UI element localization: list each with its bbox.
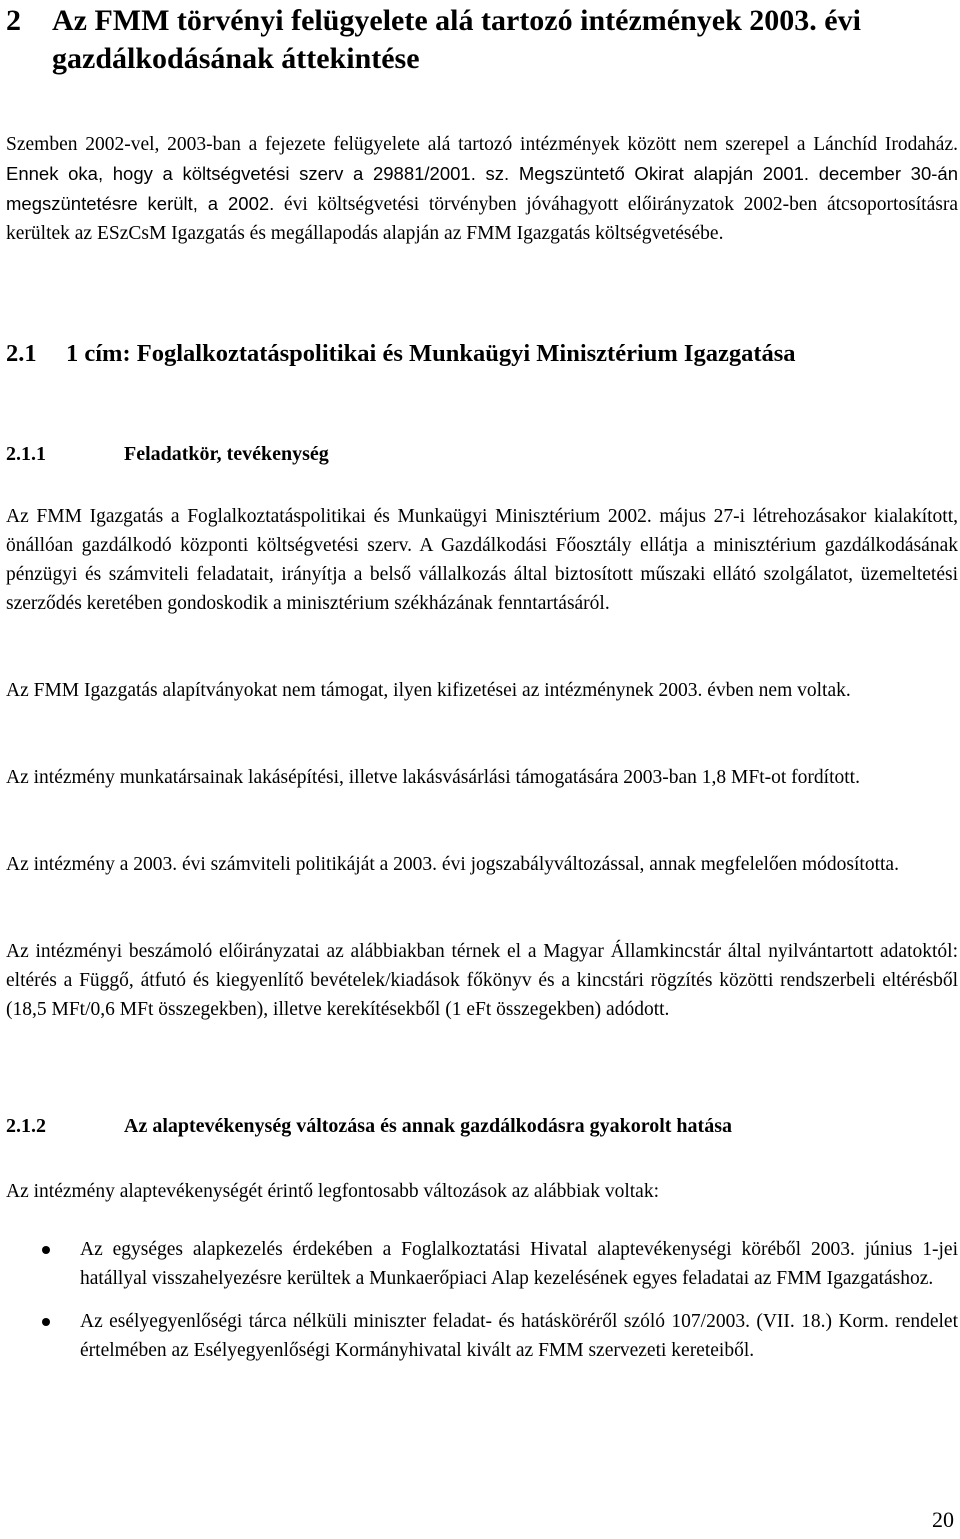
list-item [6,1235,958,1293]
section-2-1-1-number: 2.1.1 [6,443,46,465]
section-2-1-2-number: 2.1.2 [6,1115,46,1137]
section-2-1-1-title: Feladatkör, tevékenység [124,443,329,465]
page-number: 20 [932,1507,954,1532]
changes-list [6,1235,958,1379]
chapter-heading [6,2,956,78]
bullet-icon [42,1246,50,1254]
paragraph-szamviteli-politika: Az intézmény a 2003. évi számviteli politikáját a 2003. évi jogszabályváltozással, annak megfelelően módosította. [6,854,899,875]
section-2-1-1-heading [6,440,329,468]
intro-part1: Szemben 2002-vel, 2003-ban a fejezete felügyelete alá tartozó intézmények között nem szerepel a Lánchíd Irodaház. [6,134,958,155]
bullet-icon [42,1318,50,1326]
section-2-1-number: 2.1 [6,340,37,367]
list-item-text: Az esélyegyenlőségi tárca nélküli miniszter feladat- és hatásköréről szóló 107/2003. (VII. 18.) Korm. rendelet értelmében az Esélyegyenlőségi Kormányhivatal kivált az FMM szervezeti kereteiből. [80,1311,958,1361]
intro-part3: évi költségvetési törvényben jóváhagyott előirányzatok 2002-ben átcsoportosításra kerültek az ESzCsM Igazgatás és megállapodás alapján az FMM Igazgatás költségvetésébe. [6,194,958,244]
section-2-1-2-title: Az alaptevékenység változása és annak gazdálkodásra gyakorolt hatása [124,1115,732,1137]
chapter-number: 2 [6,4,21,37]
paragraph-eltereses: Az intézményi beszámoló előirányzatai az alábbiakban térnek el a Magyar Államkincstár által nyilvántartott adatoktól: eltérés a Függő, átfutó és kiegyenlítő bevételek/kiadások főkönyv és a kincstári rögzítés közötti rendszerbeli eltérésből (18,5 MFt/0,6 MFt összegekben), illetve kerekítésekből (1 eFt összegekben) adódott. [6,941,958,1020]
section-2-1-heading [6,338,796,370]
section-2-1-2-heading [6,1112,732,1140]
paragraph-alapitvany: Az FMM Igazgatás alapítványokat nem támogat, ilyen kifizetései az intézménynek 2003. évben nem voltak. [6,680,851,701]
list-item-text: Az egységes alapkezelés érdekében a Foglalkoztatási Hivatal alaptevékenységi köréből 2003. június 1-jei hatállyal visszahelyezésre kerültek a Munkaerőpiaci Alap kezelésének egyes feladatai az FMM Igazgatáshoz. [80,1239,958,1289]
intro-paragraph [6,130,958,248]
chapter-title-line2: gazdálkodásának áttekintése [52,42,420,75]
section-2-1-title: 1 cím: Foglalkoztatáspolitikai és Munkaügyi Minisztérium Igazgatása [66,340,796,367]
paragraph-feladatkor: Az FMM Igazgatás a Foglalkoztatáspolitikai és Munkaügyi Minisztérium 2002. május 27-i létrehozásakor kialakított, önállóan gazdálkodó központi költségvetési szerv. A Gazdálkodási Főosztály ellátja a minisztérium gazdálkodásának pénzügyi és számviteli feladatait, irányítja a belső vállalkozás által biztosított műszaki ellátó szolgálatot, üzemeltetési szerződés keretében gondoskodik a minisztérium székházának fenntartásáról. [6,506,958,614]
paragraph-lakastamogatas: Az intézmény munkatársainak lakásépítési, illetve lakásvásárlási támogatására 2003-ban 1,8 MFt-ot fordított. [6,767,860,788]
list-item [6,1307,958,1365]
intro-part2: Ennek oka, hogy a költségvetési szerv a 29881/2001. sz. Megszüntető Okirat alapján 2001. december 30-án megszüntetésre került, a 2002. [6,163,958,214]
paragraph-valtozasok-intro: Az intézmény alaptevékenységét érintő legfontosabb változások az alábbiak voltak: [6,1181,660,1202]
chapter-title-line1: Az FMM törvényi felügyelete alá tartozó intézmények 2003. évi [52,4,861,37]
